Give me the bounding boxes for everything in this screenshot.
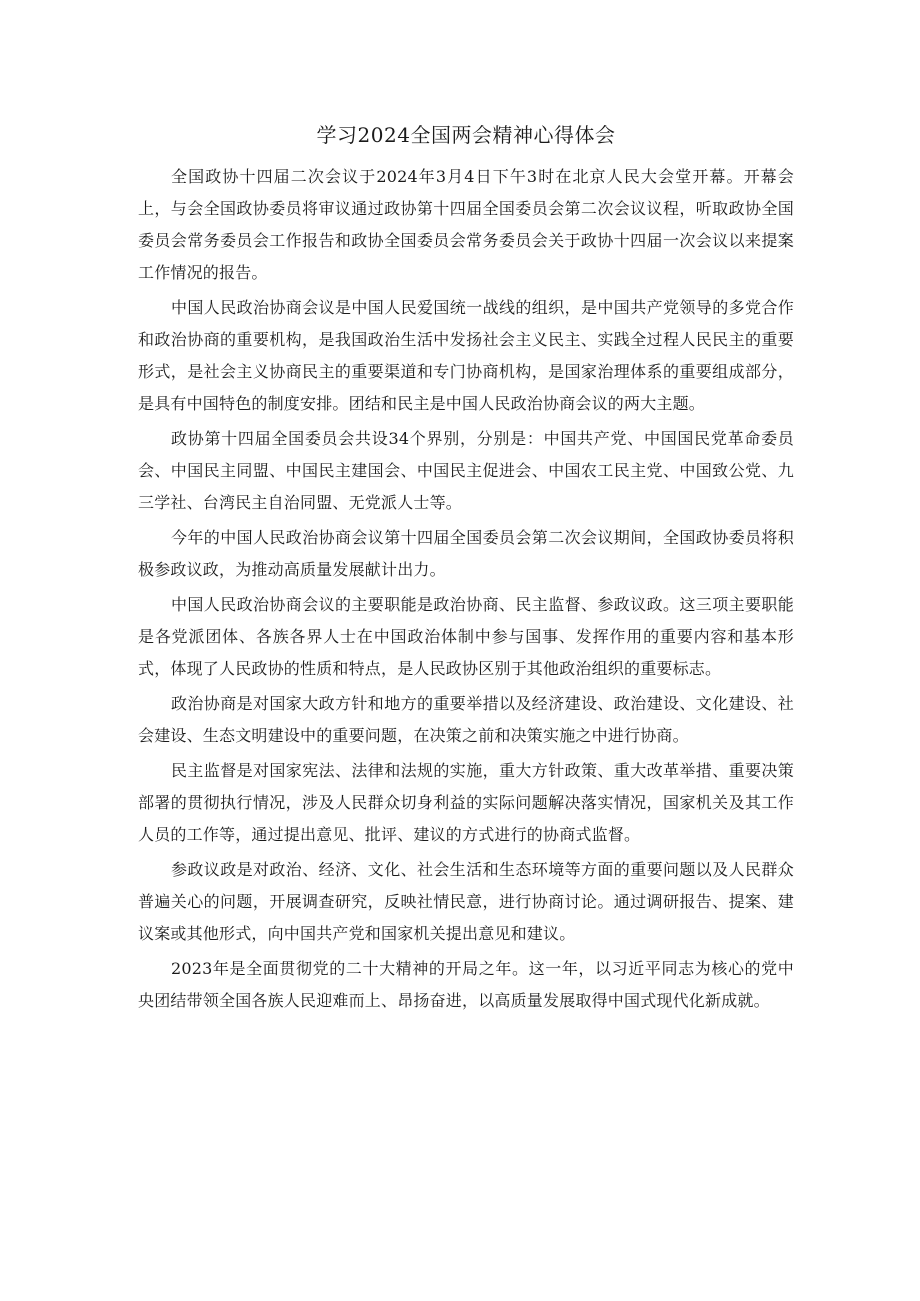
document-title: 学习2024全国两会精神心得体会 (316, 123, 616, 147)
paragraph-opening-session: 全国政协十四届二次会议于2024年3月4日下午3时在北京人民大会堂开幕。开幕会上，与会全国政协委员将审议通过政协第十四届全国委员会第二次会议议程，听取政协全国委员会常务委员会工作报告和政协全国委员会常务委员会关于政协十四届一次会议以来提案工作情况的报告。 (138, 167, 794, 282)
paragraph-main-functions: 中国人民政治协商会议的主要职能是政治协商、民主监督、参政议政。这三项主要职能是各党派团体、各族各界人士在中国政治体制中参与国事、发挥作用的重要内容和基本形式，体现了人民政协的性质和特点，是人民政协区别于其他政治组织的重要标志。 (138, 595, 794, 678)
paragraph-political-consultation: 政治协商是对国家大政方针和地方的重要举措以及经济建设、政治建设、文化建设、社会建设、生态文明建设中的重要问题，在决策之前和决策实施之中进行协商。 (138, 694, 794, 745)
paragraph-2023-review: 2023年是全面贯彻党的二十大精神的开局之年。这一年，以习近平同志为核心的党中央团结带领全国各族人民迎难而上、昂扬奋进，以高质量发展取得中国式现代化新成就。 (138, 959, 794, 1010)
paragraph-participation-deliberation: 参政议政是对政治、经济、文化、社会生活和生态环境等方面的重要问题以及人民群众普遍关心的问题，开展调查研究，反映社情民意，进行协商讨论。通过调研报告、提案、建议案或其他形式，向中国共产党和国家机关提出意见和建议。 (138, 860, 794, 943)
paragraph-democratic-supervision: 民主监督是对国家宪法、法律和法规的实施，重大方针政策、重大改革举措、重要决策部署的贯彻执行情况，涉及人民群众切身利益的实际问题解决落实情况，国家机关及其工作人员的工作等，通过提出意见、批评、建议的方式进行的协商式监督。 (138, 761, 794, 844)
paragraph-cppcc-definition: 中国人民政治协商会议是中国人民爱国统一战线的组织，是中国共产党领导的多党合作和政治协商的重要机构，是我国政治生活中发扬社会主义民主、实践全过程人民民主的重要形式，是社会主义协商民主的重要渠道和专门协商机构，是国家治理体系的重要组成部分，是具有中国特色的制度安排。团结和民主是中国人民政治协商会议的两大主题。 (138, 298, 794, 413)
document-page (138, 118, 794, 1020)
paragraph-sectors: 政协第十四届全国委员会共设34个界别，分别是：中国共产党、中国国民党革命委员会、中国民主同盟、中国民主建国会、中国民主促进会、中国农工民主党、中国致公党、九三学社、台湾民主自治同盟、无党派人士等。 (138, 429, 794, 512)
paragraph-session-participation: 今年的中国人民政治协商会议第十四届全国委员会第二次会议期间，全国政协委员将积极参政议政，为推动高质量发展献计出力。 (138, 528, 794, 579)
